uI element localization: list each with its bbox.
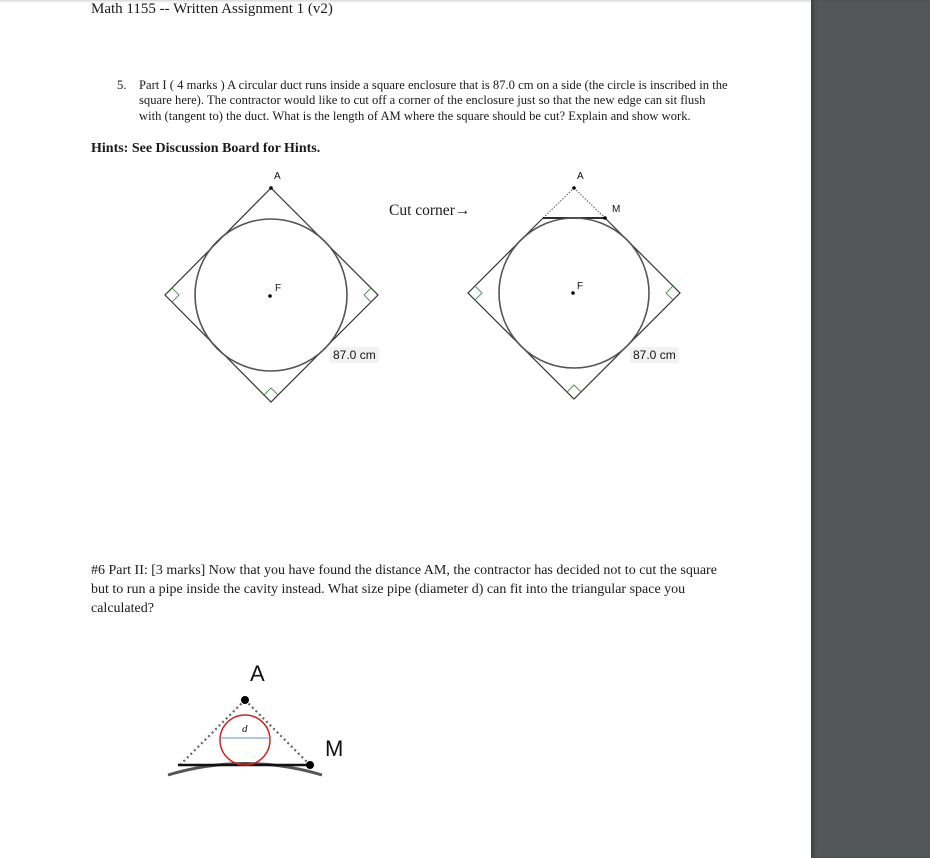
question-6-text: #6 Part II: [3 marks] Now that you have found the distance AM, the contractor has decided not to cut the square but to run a pipe inside the cavity instead. What size pipe (diameter d) can fit into the triangular space you calculated? bbox=[91, 563, 717, 616]
diameter-label: d bbox=[242, 723, 248, 735]
point-m-label: M bbox=[325, 736, 344, 761]
point-a-label: A bbox=[577, 171, 584, 182]
side-length-label: 87.0 cm bbox=[630, 347, 679, 363]
question-5-text: Part I ( 4 marks ) A circular duct runs inside a square enclosure that is 87.0 cm on a side (the circle is inscribed in the square here). The contractor would like to cut off a corner of the enclosure just so that the new edge can sit flush with (tangent to) the duct. What is the length of AM where the square should be cut? Explain and show work. bbox=[139, 78, 728, 123]
point-a-label: A bbox=[250, 661, 265, 686]
diagram-2-cut-corner bbox=[468, 186, 680, 399]
point-f-label: F bbox=[577, 281, 584, 292]
page-header-title: Math 1155 -- Written Assignment 1 (v2) bbox=[91, 1, 333, 17]
question-number: 5. bbox=[117, 78, 127, 92]
cut-corner-caption: Cut corner→ bbox=[389, 202, 471, 219]
point-m-label: M bbox=[612, 204, 621, 215]
side-length-label: 87.0 cm bbox=[330, 347, 379, 363]
diagram-3-pipe-cavity bbox=[168, 696, 322, 775]
point-f-label: F bbox=[275, 283, 282, 294]
viewer-side-panel bbox=[811, 0, 930, 858]
diagram-1-square-circle bbox=[165, 186, 378, 402]
point-a-label: A bbox=[274, 171, 281, 182]
hints-note: Hints: See Discussion Board for Hints. bbox=[91, 141, 321, 156]
